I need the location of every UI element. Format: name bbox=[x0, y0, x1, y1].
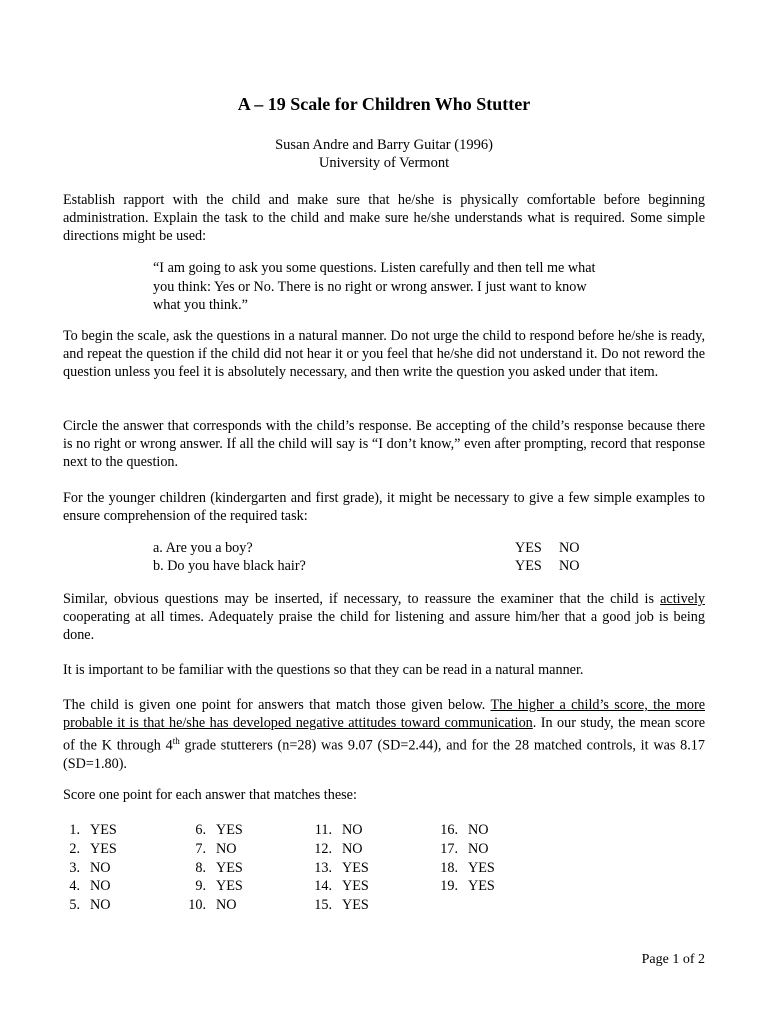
answer-number: 5. bbox=[69, 897, 80, 913]
answer-value: YES bbox=[216, 860, 243, 876]
page-number: Page 1 of 2 bbox=[641, 952, 705, 967]
answer-value: YES bbox=[216, 822, 243, 838]
familiar-paragraph: It is important to be familiar with the questions so that they can be read in a natural manner. bbox=[63, 662, 584, 678]
answer-number: 4. bbox=[69, 878, 80, 894]
answer-number: 12. bbox=[314, 841, 332, 857]
similar-text-2: cooperating at all times. Adequately praise the child for listening and assure him/her that a good job is being done. bbox=[63, 609, 705, 643]
answer-value: NO bbox=[216, 841, 237, 857]
answer-value: YES bbox=[216, 878, 243, 894]
answer-value: YES bbox=[342, 897, 369, 913]
answer-value: YES bbox=[342, 860, 369, 876]
answer-number: 15. bbox=[314, 897, 332, 913]
answer-number: 13. bbox=[314, 860, 332, 876]
answer-number: 16. bbox=[440, 822, 458, 838]
answer-number: 6. bbox=[195, 822, 206, 838]
example-no: NO bbox=[559, 540, 580, 556]
affiliation: University of Vermont bbox=[318, 155, 450, 171]
answer-value: NO bbox=[90, 878, 111, 894]
author-block bbox=[0, 136, 768, 172]
score-text-3: grade stutterers (n=28) was 9.07 (SD=2.44), and for the 28 matched controls, it was 8.17 (SD=1.80). bbox=[63, 737, 705, 772]
answer-value: NO bbox=[468, 822, 489, 838]
answer-number: 19. bbox=[440, 878, 458, 894]
answer-number: 2. bbox=[69, 841, 80, 857]
answer-number: 9. bbox=[195, 878, 206, 894]
authors-line: Susan Andre and Barry Guitar (1996) bbox=[275, 137, 493, 153]
answer-number: 11. bbox=[314, 822, 332, 838]
answer-value: YES bbox=[342, 878, 369, 894]
document-title: A – 19 Scale for Children Who Stutter bbox=[237, 94, 531, 114]
answer-value: NO bbox=[90, 897, 111, 913]
score-text-2: . In our study, the mean score of the K through 4 bbox=[63, 715, 705, 754]
answer-number: 18. bbox=[440, 860, 458, 876]
answer-value: YES bbox=[90, 841, 117, 857]
answer-number: 7. bbox=[195, 841, 206, 857]
similar-paragraph bbox=[63, 590, 705, 644]
score-text-1: The child is given one point for answers that match those given below. bbox=[63, 697, 491, 713]
intro-paragraph: Establish rapport with the child and make sure that he/she is physically comfortable before beginning administration. Explain the task to the child and make sure he/she understands what is required. Some simple directions might be used: bbox=[63, 192, 705, 244]
directions-quote: “I am going to ask you some questions. Listen carefully and then tell me what you think: Yes or No. There is no right or wrong answer. I just want to know what you think.” bbox=[153, 260, 596, 313]
answer-value: NO bbox=[468, 841, 489, 857]
example-question: a. Are you a boy? bbox=[153, 540, 253, 556]
answer-number: 17. bbox=[440, 841, 458, 857]
example-no: NO bbox=[559, 558, 580, 574]
score-paragraph bbox=[63, 696, 705, 773]
answer-number: 14. bbox=[314, 878, 332, 894]
score-superscript: th bbox=[172, 736, 180, 746]
answer-number: 8. bbox=[195, 860, 206, 876]
answer-value: NO bbox=[90, 860, 111, 876]
answer-number: 10. bbox=[188, 897, 206, 913]
answer-value: YES bbox=[468, 878, 495, 894]
score-intro: Score one point for each answer that matches these: bbox=[63, 787, 357, 803]
answer-value: YES bbox=[468, 860, 495, 876]
score-underlined-text: The higher a child’s score, the more probable it is that he/she has developed negative attitudes toward communication bbox=[63, 697, 705, 731]
similar-underlined-text: actively bbox=[660, 591, 705, 607]
younger-paragraph: For the younger children (kindergarten and first grade), it might be necessary to give a few simple examples to ensure comprehension of the required task: bbox=[63, 490, 705, 524]
example-question: b. Do you have black hair? bbox=[153, 558, 306, 574]
example-item bbox=[153, 539, 593, 557]
answer-number: 3. bbox=[69, 860, 80, 876]
example-yes: YES bbox=[515, 540, 542, 556]
example-item bbox=[153, 557, 593, 575]
answer-value: NO bbox=[216, 897, 237, 913]
answer-value: YES bbox=[90, 822, 117, 838]
example-yes: YES bbox=[515, 558, 542, 574]
answer-value: NO bbox=[342, 841, 363, 857]
similar-text-1: Similar, obvious questions may be inserted, if necessary, to reassure the examiner that the child is bbox=[63, 591, 661, 607]
answer-value: NO bbox=[342, 822, 363, 838]
begin-paragraph: To begin the scale, ask the questions in a natural manner. Do not urge the child to respond before he/she is ready, and repeat the question if the child did not hear it or you feel that he/she did not understand it. Do not reword the question unless you feel it is absolutely necessary, and then write the question you asked under that item. bbox=[63, 328, 705, 380]
answer-number: 1. bbox=[69, 822, 80, 838]
circle-paragraph: Circle the answer that corresponds with the child’s response. Be accepting of the child’s response because there is no right or wrong answer. If all the child will say is “I don’t know,” even after prompting, record that response next to the question. bbox=[63, 418, 705, 470]
